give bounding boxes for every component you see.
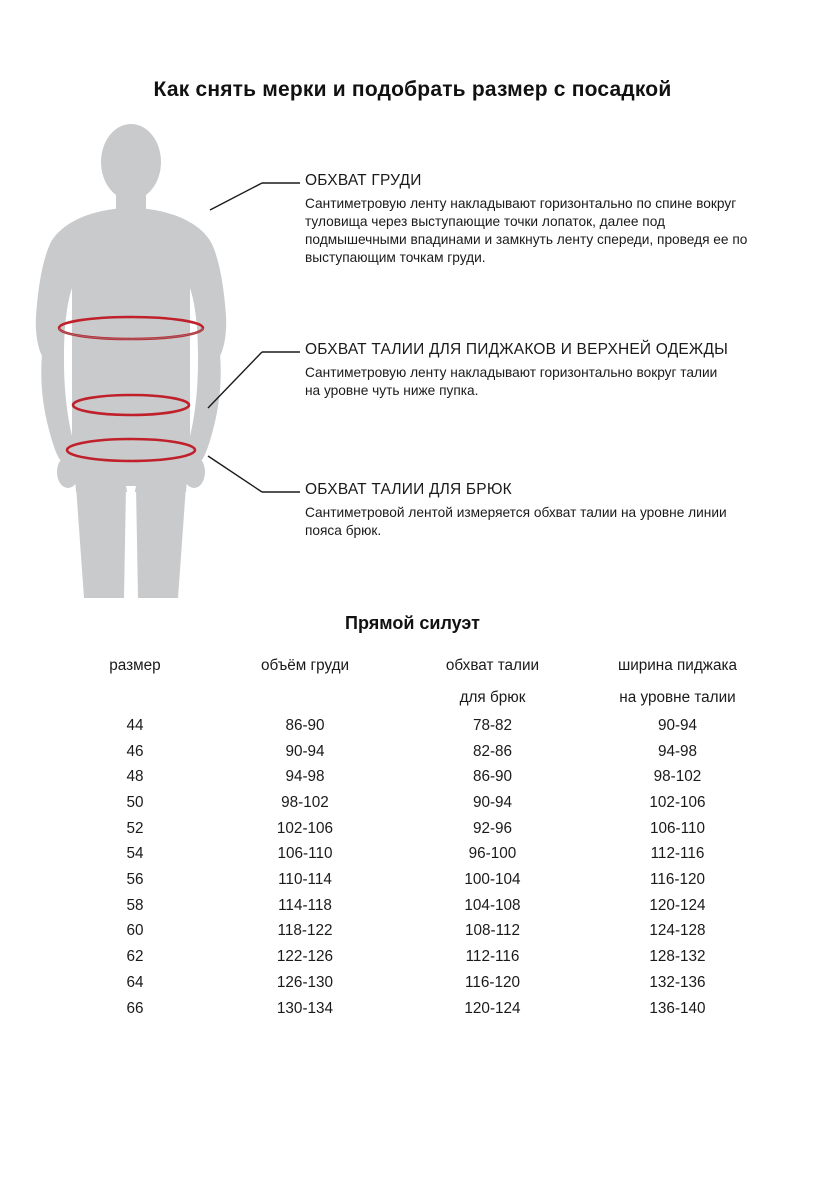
callout-waist-trousers-body: Сантиметровой лентой измеряется обхват талии на уровне линии пояса брюк.: [305, 505, 727, 539]
table-cell: 128-132: [649, 948, 706, 966]
table-header-row: [60, 658, 770, 708]
table-cell: 58: [126, 896, 144, 914]
table-cell: 92-96: [472, 819, 513, 837]
table-header-jacket-width: ширина пиджака на уровне талии: [617, 657, 738, 707]
table-row: [60, 862, 770, 888]
table-row: [60, 759, 770, 785]
table-cell: 118-122: [277, 922, 333, 940]
table-cell: 102-106: [649, 794, 706, 812]
table-cell: 136-140: [649, 999, 706, 1017]
table-cell: 60: [126, 922, 144, 940]
table-cell: 104-108: [464, 896, 521, 914]
table-cell: 50: [126, 794, 144, 812]
table-cell: 114-118: [278, 896, 332, 914]
table-header-waist-trousers: обхват талии для брюк: [445, 657, 540, 707]
table-cell: 56: [126, 871, 144, 889]
table-cell: 66: [126, 999, 144, 1017]
table-cell: 78-82: [472, 716, 513, 734]
table-cell: 54: [126, 845, 144, 863]
table-cell: 52: [126, 819, 144, 837]
size-table-title: Прямой силуэт: [345, 613, 480, 633]
size-table-body: [60, 708, 770, 1016]
table-cell: 94-98: [285, 768, 325, 786]
table-cell: 86-90: [472, 768, 513, 786]
table-cell: 90-94: [657, 716, 698, 734]
table-cell: 102-106: [276, 819, 334, 837]
size-table: [60, 658, 770, 1016]
table-row: [60, 887, 770, 913]
table-cell: 120-124: [649, 896, 706, 914]
callout-waist-trousers-title: ОБХВАТ ТАЛИИ ДЛЯ БРЮК: [305, 481, 512, 498]
table-cell: 108-112: [464, 922, 520, 940]
table-header-size: размер: [109, 657, 161, 674]
table-cell: 126-130: [276, 973, 334, 991]
table-cell: 112-116: [650, 845, 705, 863]
table-cell: 100-104: [464, 871, 521, 889]
table-cell: 48: [126, 768, 144, 786]
table-row: [60, 990, 770, 1016]
table-cell: 124-128: [649, 922, 706, 940]
table-cell: 44: [126, 716, 144, 734]
table-cell: 112-116: [465, 948, 520, 966]
callout-waist-trousers: [305, 481, 765, 540]
page-title: Как снять мерки и подобрать размер с посадкой: [153, 78, 672, 101]
callout-chest: [305, 172, 767, 267]
table-cell: 98-102: [653, 768, 702, 786]
table-cell: 90-94: [285, 742, 325, 760]
table-cell: 110-114: [278, 871, 332, 889]
male-body-silhouette: [36, 124, 226, 598]
table-header-chest: объём груди: [260, 657, 350, 674]
table-cell: 96-100: [468, 845, 517, 863]
callout-waist-jacket-body: Сантиметровую ленту накладывают горизонтально вокруг талии на уровне чуть ниже пупка.: [305, 365, 718, 399]
table-cell: 130-134: [276, 999, 334, 1017]
body-measurement-figure: [20, 120, 280, 600]
table-cell: 90-94: [472, 794, 513, 812]
table-cell: 132-136: [649, 973, 706, 991]
table-cell: 64: [126, 973, 144, 991]
table-cell: 120-124: [464, 999, 521, 1017]
table-cell: 106-110: [277, 845, 333, 863]
table-row: [60, 836, 770, 862]
table-cell: 106-110: [649, 819, 705, 837]
table-row: [60, 964, 770, 990]
callout-waist-jacket: [305, 341, 735, 400]
table-cell: 82-86: [472, 742, 513, 760]
table-cell: 116-120: [464, 973, 520, 991]
callout-chest-title: ОБХВАТ ГРУДИ: [305, 172, 422, 189]
table-row: [60, 708, 770, 734]
table-row: [60, 913, 770, 939]
table-cell: 46: [126, 742, 144, 760]
table-cell: 116-120: [649, 871, 705, 889]
table-row: [60, 733, 770, 759]
table-row: [60, 939, 770, 965]
table-row: [60, 785, 770, 811]
table-cell: 98-102: [281, 794, 329, 812]
callout-waist-jacket-title: ОБХВАТ ТАЛИИ ДЛЯ ПИДЖАКОВ И ВЕРХНЕЙ ОДЕЖДЫ: [305, 341, 729, 358]
table-row: [60, 810, 770, 836]
table-cell: 94-98: [657, 742, 698, 760]
table-cell: 86-90: [285, 716, 325, 734]
table-cell: 62: [126, 948, 144, 966]
table-cell: 122-126: [276, 948, 334, 966]
callout-chest-body: Сантиметровую ленту накладывают горизонтально по спине вокруг туловища через выступающие точки лопаток, далее под подмышечными впадинами и замкнуть ленту спереди, проведя ее по выступающим точкам груди.: [305, 196, 748, 266]
